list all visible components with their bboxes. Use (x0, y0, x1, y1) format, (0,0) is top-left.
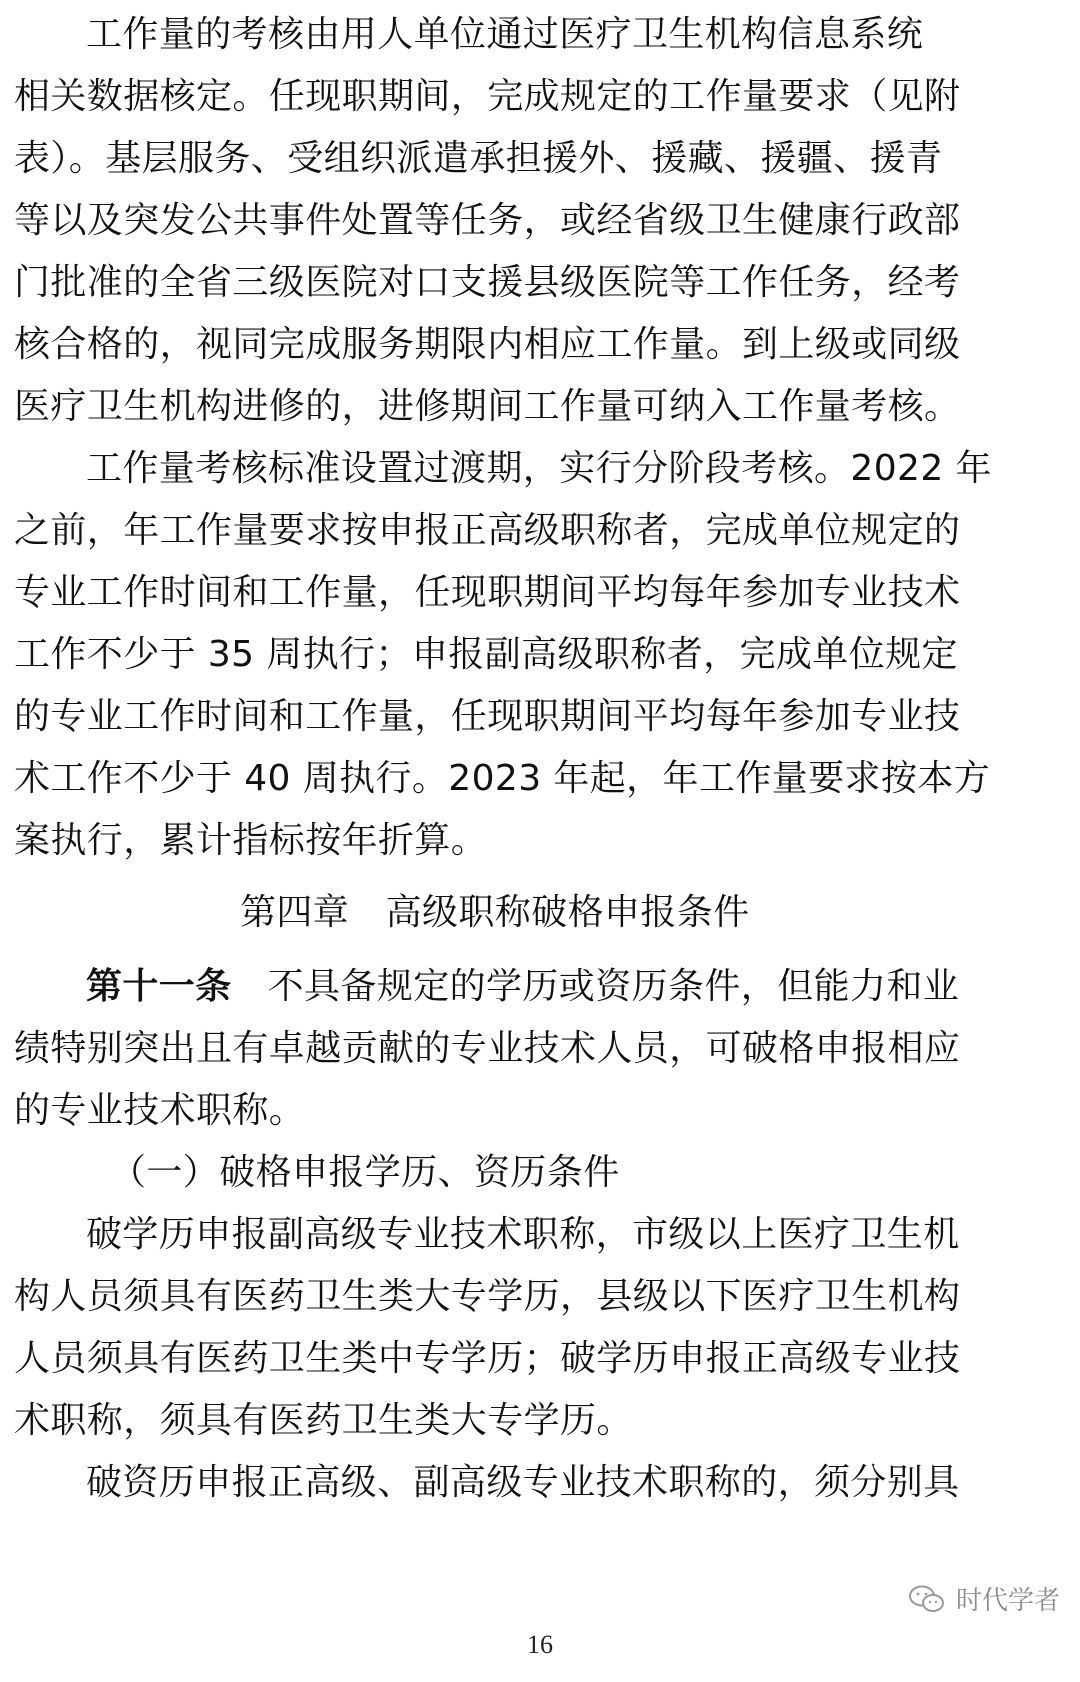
paragraph-line: 相关数据核定。任现职期间，完成规定的工作量要求（见附 (14, 76, 961, 117)
paragraph-line: 人员须具有医药卫生类中专学历；破学历申报正高级专业技 (14, 1338, 961, 1379)
paragraph-line: 破资历申报正高级、副高级专业技术职称的，须分别具 (86, 1462, 960, 1503)
paragraph-line: 表）。基层服务、受组织派遣承担援外、援藏、援疆、援青 (14, 138, 943, 179)
paragraph-line: 工作量考核标准设置过渡期，实行分阶段考核。2022 年 (86, 448, 992, 489)
paragraph-line: 等以及突发公共事件处置等任务，或经省级卫生健康行政部 (14, 200, 961, 241)
paragraph-line: 核合格的，视同完成服务期限内相应工作量。到上级或同级 (14, 324, 961, 365)
article-text: 不具备规定的学历或资历条件，但能力和业 (267, 966, 960, 1007)
paragraph-line: 破学历申报副高级专业技术职称，市级以上医疗卫生机 (86, 1214, 960, 1255)
section-title: （一）破格申报学历、资历条件 (110, 1152, 620, 1193)
paragraph-line: 的专业技术职称。 (14, 1090, 306, 1131)
paragraph-line: 术工作不少于 40 周执行。2023 年起，年工作量要求按本方 (14, 758, 991, 799)
watermark (908, 1580, 1060, 1617)
article-first-line (86, 964, 1014, 1010)
page-number: 16 (527, 1630, 553, 1659)
article-label: 第十一条 (86, 966, 232, 1007)
paragraph-line: 门批准的全省三级医院对口支援县级医院等工作任务，经考 (14, 262, 961, 303)
paragraph-line: 构人员须具有医药卫生类大专学历，县级以下医疗卫生机构 (14, 1276, 961, 1317)
paragraph-line: 之前，年工作量要求按申报正高级职称者，完成单位规定的 (14, 510, 961, 551)
paragraph-line: 专业工作时间和工作量，任现职期间平均每年参加专业技术 (14, 572, 961, 613)
paragraph-line: 医疗卫生机构进修的，进修期间工作量可纳入工作量考核。 (14, 386, 961, 427)
paragraph-line: 的专业工作时间和工作量，任现职期间平均每年参加专业技 (14, 696, 961, 737)
paragraph-line: 绩特别突出且有卓越贡献的专业技术人员，可破格申报相应 (14, 1028, 961, 1069)
paragraph-line: 工作量的考核由用人单位通过医疗卫生机构信息系统 (86, 14, 924, 55)
paragraph-line: 术职称，须具有医药卫生类大专学历。 (14, 1400, 633, 1441)
paragraph-line: 案执行，累计指标按年折算。 (14, 820, 488, 861)
chapter-title: 第四章 高级职称破格申报条件 (240, 892, 750, 933)
paragraph-line: 工作不少于 35 周执行；申报副高级职称者，完成单位规定 (14, 634, 958, 675)
watermark-text: 时代学者 (955, 1586, 1060, 1616)
wechat-icon (908, 1584, 946, 1614)
